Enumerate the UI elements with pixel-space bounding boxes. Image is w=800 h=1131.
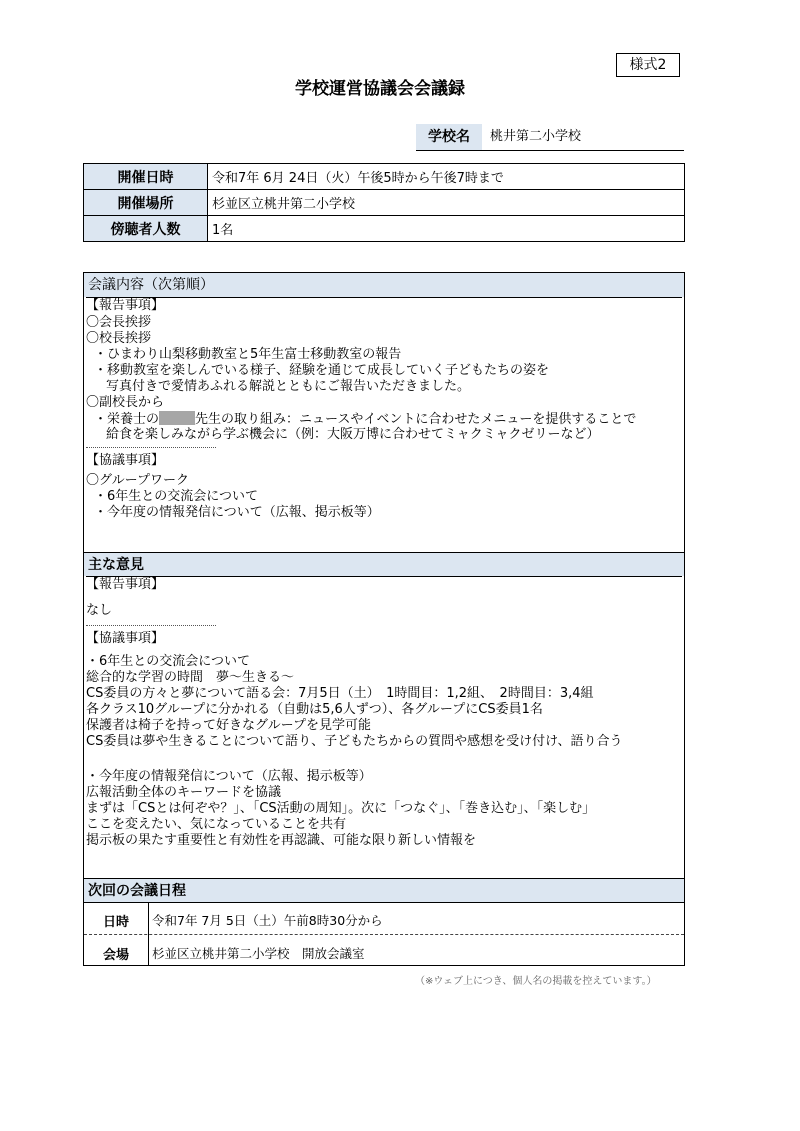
observer-count-value: 1名 [208,216,685,242]
list-item: ・ひまわり山梨移動教室と5年生富士移動教室の報告 [94,347,402,362]
list-item: 広報活動全体のキーワードを協議 [86,785,282,800]
list-item: まずは「CSとは何ぞや？」、「CS活動の周知」。次に「つなぐ」、「巻き込む」、「楽しむ」 [86,801,596,816]
observer-count-label: 傍聴者人数 [84,216,208,242]
next-meeting-venue-label: 会場 [102,948,129,963]
divider [86,447,216,448]
school-name-row [416,124,684,151]
list-item: ・6年生との交流会について [86,654,251,669]
list-item: 写真付きで愛情あふれる解説とともにご報告いただきました。 [106,379,471,394]
meeting-place-label: 開催場所 [84,190,208,216]
divider [148,903,149,965]
agenda-header: 会議内容（次第順） [84,273,684,297]
meeting-date-label: 開催日時 [84,164,208,190]
meeting-date-value: 令和7年 6月 24日（火）午後5時から午後7時まで [208,164,685,190]
list-item: 〇会長挨拶 [86,315,152,330]
list-item: 給食を楽しみながら学ぶ機会に（例：大阪万博に合わせてミャクミャクゼリーなど） [106,427,600,442]
school-name-label: 学校名 [416,124,482,150]
next-meeting-date-row [84,902,684,934]
list-item: 保護者は椅子を持って好きなグループを見学可能 [86,718,371,733]
next-meeting-header: 次回の会議日程 [84,878,684,902]
nutrition-prefix: ・栄養士の [94,412,160,427]
table-row [84,190,685,216]
list-item: 〇校長挨拶 [86,331,152,346]
table-row [84,216,685,242]
next-meeting-venue-value: 杉並区立桃井第二小学校 開放会議室 [152,946,365,961]
next-meeting-venue-row [84,934,684,966]
nutrition-suffix: 先生の取り組み：ニュースやイベントに合わせたメニューを提供することで [195,412,637,427]
opinions-discussion-heading: 【協議事項】 [86,631,165,646]
list-item: 掲示板の果たす重要性と有効性を再認識、可能な限り新しい情報を [86,833,477,848]
minutes-content-box [83,272,685,966]
redaction-block [159,411,195,425]
table-row [84,164,685,190]
list-item: ・今年度の情報発信について（広報、掲示板等） [94,505,380,520]
list-item: 〇副校長から [86,395,165,410]
opinions-report-heading: 【報告事項】 [86,576,682,593]
agenda-report-heading: 【報告事項】 [86,297,682,314]
next-meeting-date-value: 令和7年 7月 5日（土）午前8時30分から [152,913,383,928]
opinions-report-value: なし [86,603,113,618]
agenda-discussion-heading: 【協議事項】 [86,453,165,468]
document-title: 学校運営協議会会議録 [295,79,465,99]
school-name-value: 桃井第二小学校 [490,129,582,144]
nutrition-line [94,411,636,428]
next-meeting-date-label: 日時 [102,915,129,930]
list-item: ・移動教室を楽しんでいる様子、経験を通じて成長していく子どもたちの姿を [94,363,550,378]
list-item: ・今年度の情報発信について（広報、掲示板等） [86,769,372,784]
list-item: ・6年生との交流会について [94,489,259,504]
list-item: 〇グループワーク [86,473,189,488]
privacy-footnote: （※ウェブ上につき、個人名の掲載を控えています。） [415,976,657,987]
divider [86,625,216,626]
list-item: ここを変えたい、気になっていることを共有 [86,817,347,832]
list-item: 総合的な学習の時間 夢～生きる～ [86,670,295,685]
list-item: CS委員の方々と夢について語る会：7月5日（土） 1時間目：1,2組、 2時間目：3,4組 [86,686,594,701]
list-item: CS委員は夢や生きることについて語り、子どもたちからの質問や感想を受け付け、語り合う [86,734,623,749]
meeting-place-value: 杉並区立桃井第二小学校 [208,190,685,216]
opinions-header: 主な意見 [84,552,684,576]
form-number-label: 様式2 [616,53,680,77]
list-item: 各クラス10グループに分かれる（自動は5,6人ずつ）、各グループにCS委員1名 [86,702,543,717]
meeting-info-table [83,163,685,242]
